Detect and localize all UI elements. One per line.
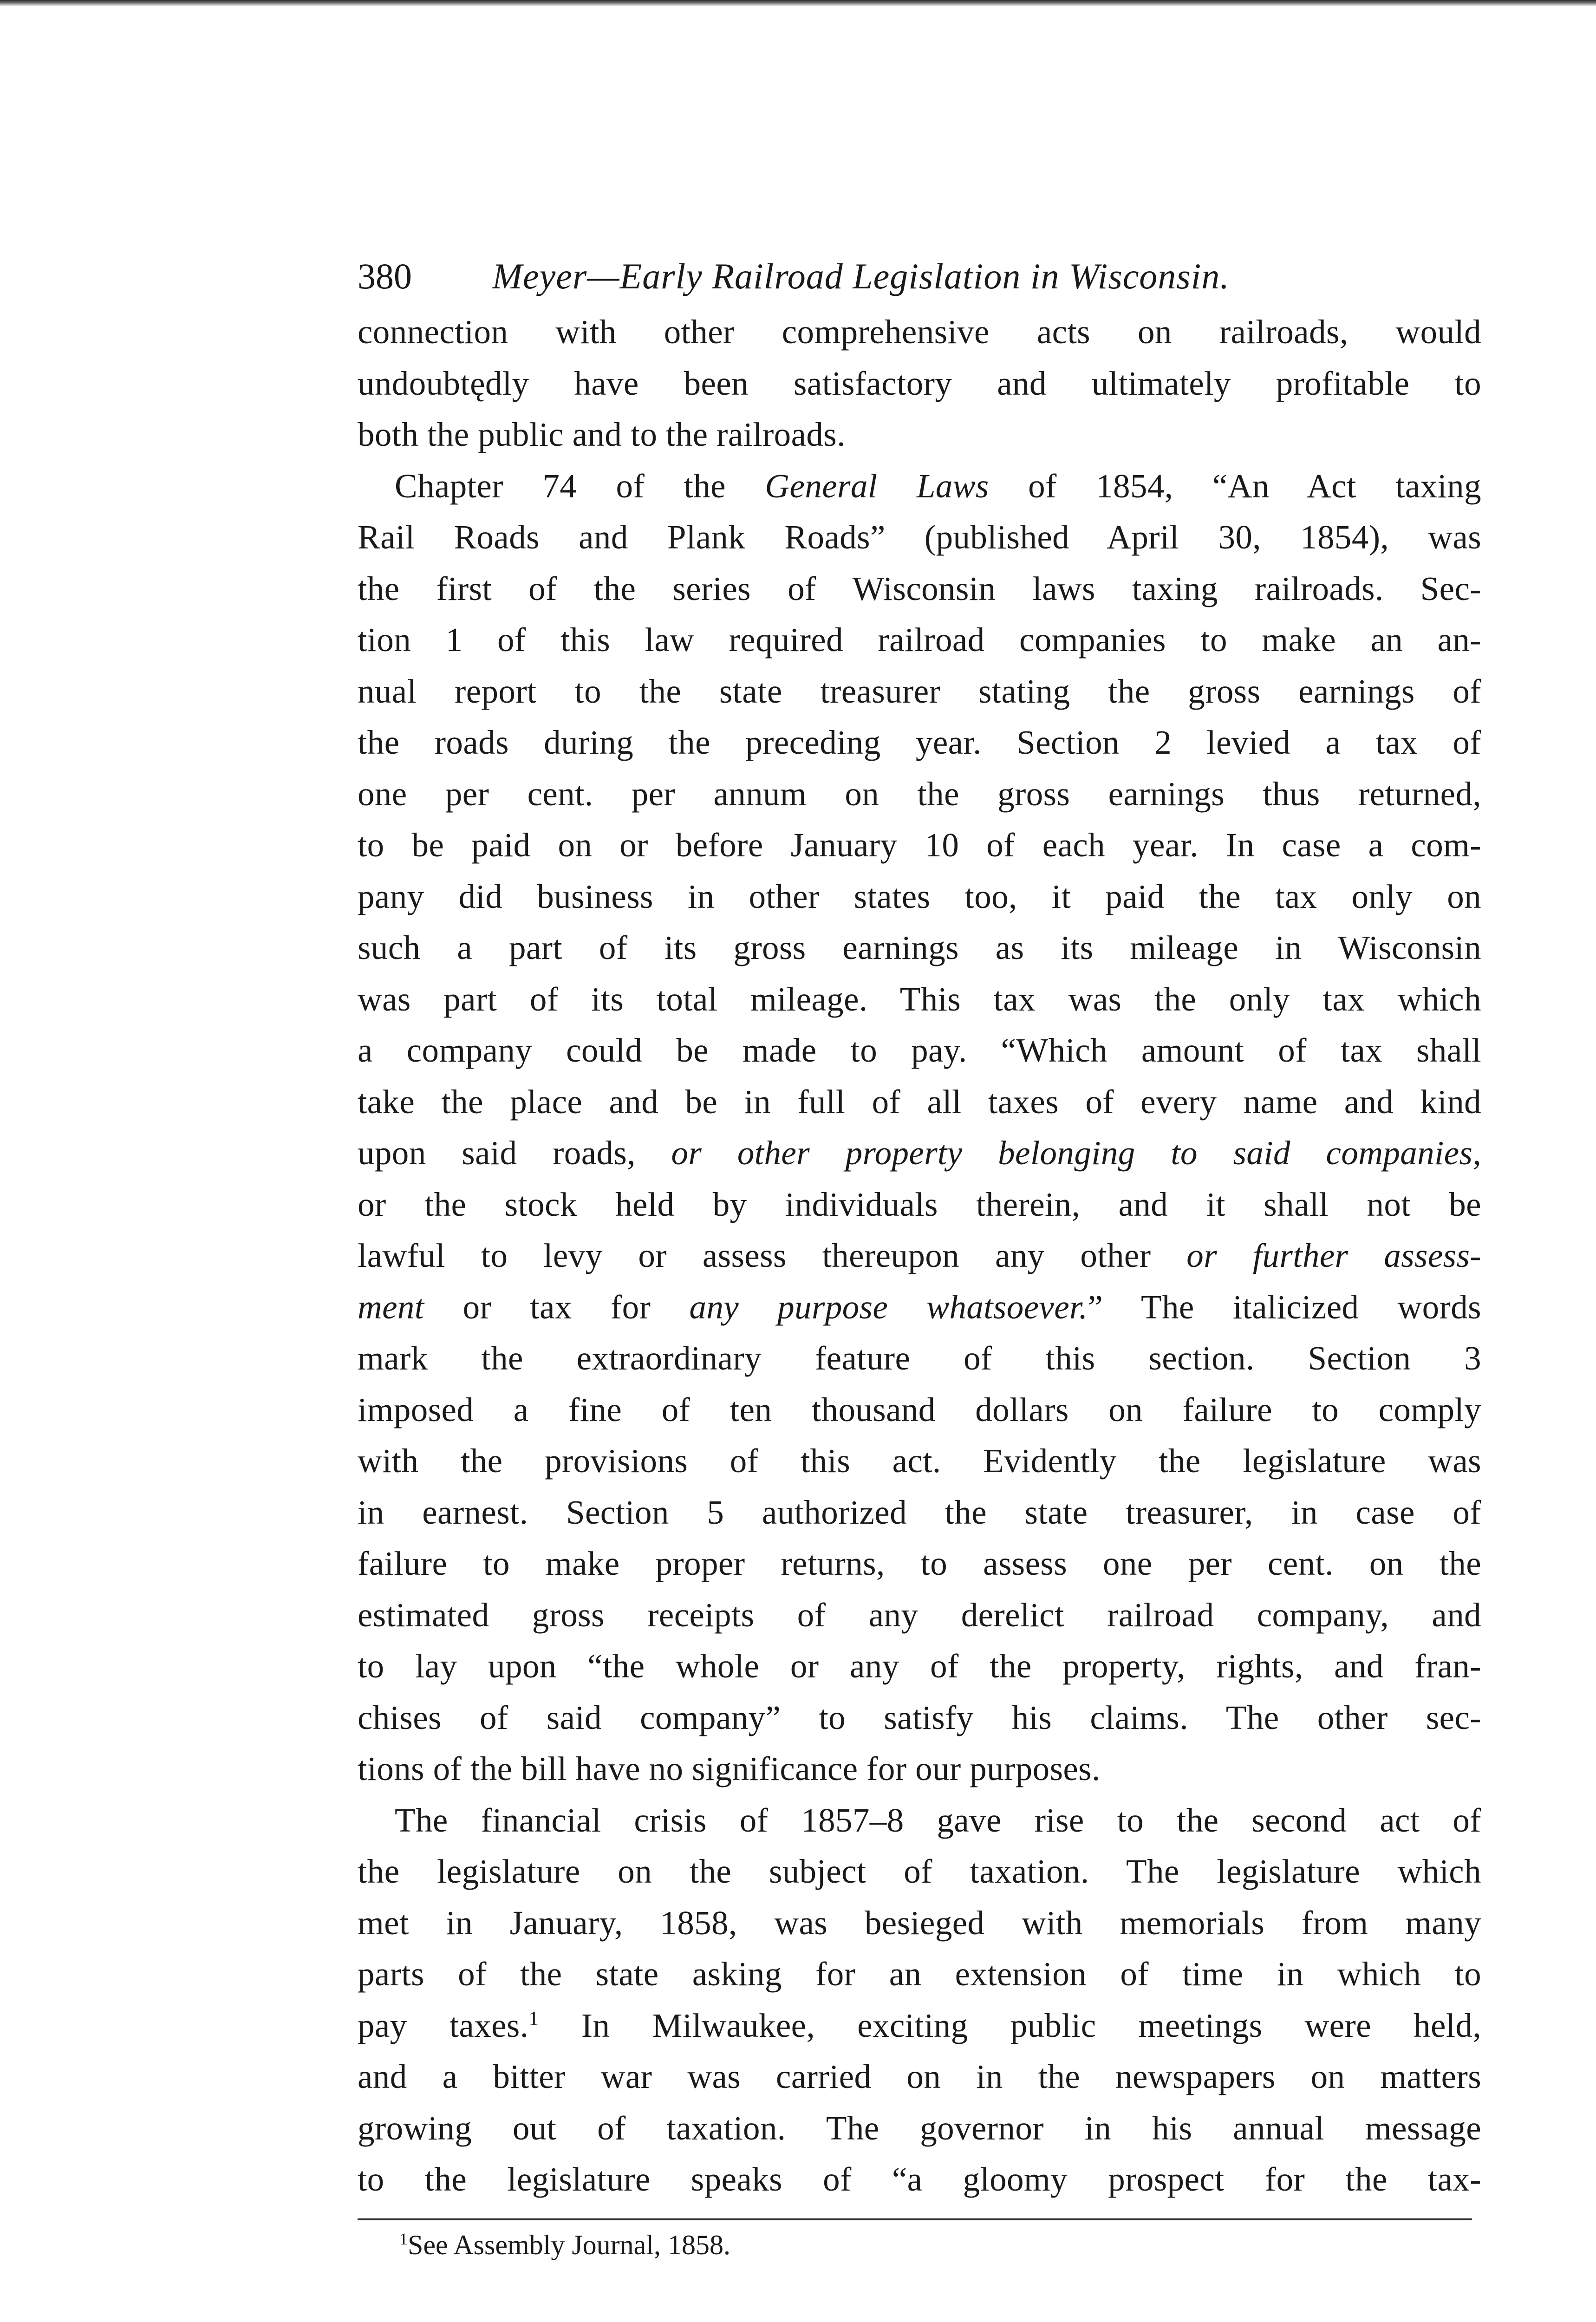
italic-run: General Laws [765, 467, 989, 505]
text-run: or tax for [463, 1288, 651, 1326]
text-line [358, 1282, 1481, 1333]
text-line: tions of the bill have no significance for our purposes. [358, 1750, 1101, 1787]
text-line [358, 1230, 1481, 1282]
text-line: parts of the state asking for an extension of time in which to [358, 1955, 1481, 1993]
text-line: undoubtędly have been satisfactory and ultimately profitable to [358, 364, 1481, 402]
text-line: one per cent. per annum on the gross earnings thus returned, [358, 775, 1481, 813]
text-line: to be paid on or before January 10 of each year. In case a com- [358, 826, 1481, 864]
text-run: Chapter 74 of the [395, 467, 726, 505]
italic-run: or other property belonging to said companies, [671, 1134, 1481, 1172]
text-run: upon said roads, [358, 1134, 636, 1172]
text-run: of 1854, “An Act taxing [1028, 467, 1481, 505]
text-line: to the legislature speaks of “a gloomy prospect for the tax- [358, 2160, 1481, 2198]
text-line: with the provisions of this act. Evidently the legislature was [358, 1442, 1481, 1480]
italic-run: any purpose whatsoever. [689, 1288, 1088, 1326]
text-line: in earnest. Section 5 authorized the state treasurer, in case of [358, 1493, 1481, 1531]
italic-run: or further assess- [1186, 1237, 1481, 1274]
text-line: pany did business in other states too, it paid the tax only on [358, 877, 1481, 915]
body-text [358, 307, 1481, 2205]
footnote-marker: 1 [399, 2229, 408, 2248]
text-line: tion 1 of this law required railroad companies to make an an- [358, 621, 1481, 659]
text-line: or the stock held by individuals therein, and it shall not be [358, 1185, 1481, 1223]
text-line: connection with other comprehensive acts on railroads, would [358, 313, 1481, 351]
text-line: was part of its total mileage. This tax was the only tax which [358, 980, 1481, 1018]
text-line: both the public and to the railroads. [358, 416, 846, 453]
text-line: take the place and be in full of all taxes of every name and kind [358, 1083, 1481, 1121]
text-run: In Milwaukee, exciting public meetings were held, [539, 2006, 1481, 2044]
text-line: to lay upon “the whole or any of the property, rights, and fran- [358, 1647, 1481, 1685]
book-page [358, 251, 1481, 2266]
text-line: The financial crisis of 1857–8 gave rise to the second act of [395, 1801, 1481, 1839]
text-line: the legislature on the subject of taxation. The legislature which [358, 1852, 1481, 1890]
text-line: estimated gross receipts of any derelict railroad company, and [358, 1596, 1481, 1634]
italic-run: ment [358, 1288, 424, 1326]
page-number: 380 [358, 256, 412, 296]
running-title: Meyer—Early Railroad Legislation in Wisconsin. [492, 256, 1230, 296]
text-line: a company could be made to pay. “Which amount of tax shall [358, 1031, 1481, 1069]
text-run: lawful to levy or assess thereupon any other [358, 1237, 1151, 1274]
text-run: pay taxes. [358, 2006, 529, 2044]
text-line [358, 461, 1481, 512]
text-line [358, 1128, 1481, 1179]
scan-top-edge [0, 0, 1596, 7]
text-line [358, 2000, 1481, 2052]
text-line: growing out of taxation. The governor in his annual message [358, 2109, 1481, 2147]
text-line: mark the extraordinary feature of this section. Section 3 [358, 1339, 1481, 1377]
text-line: nual report to the state treasurer stating the gross earnings of [358, 672, 1481, 710]
text-line: met in January, 1858, was besieged with memorials from many [358, 1904, 1481, 1942]
footnote-divider [358, 2218, 1472, 2220]
footnote-text: See Assembly Journal, 1858. [408, 2229, 730, 2260]
text-line: failure to make proper returns, to assess one per cent. on the [358, 1545, 1481, 1582]
footnote [358, 2224, 1481, 2266]
text-run: ” The italicized words [1088, 1288, 1481, 1326]
text-line: the roads during the preceding year. Section 2 levied a tax of [358, 724, 1481, 761]
running-head [358, 251, 1481, 302]
footnote-ref: 1 [528, 2007, 539, 2030]
text-line: such a part of its gross earnings as its mileage in Wisconsin [358, 929, 1481, 966]
text-line: imposed a fine of ten thousand dollars on failure to comply [358, 1390, 1481, 1428]
text-line: chises of said company” to satisfy his claims. The other sec- [358, 1698, 1481, 1736]
text-line: and a bitter war was carried on in the newspapers on matters [358, 2058, 1481, 2095]
text-line: Rail Roads and Plank Roads” (published April 30, 1854), was [358, 518, 1481, 556]
text-line: the first of the series of Wisconsin laws taxing railroads. Sec- [358, 569, 1481, 607]
